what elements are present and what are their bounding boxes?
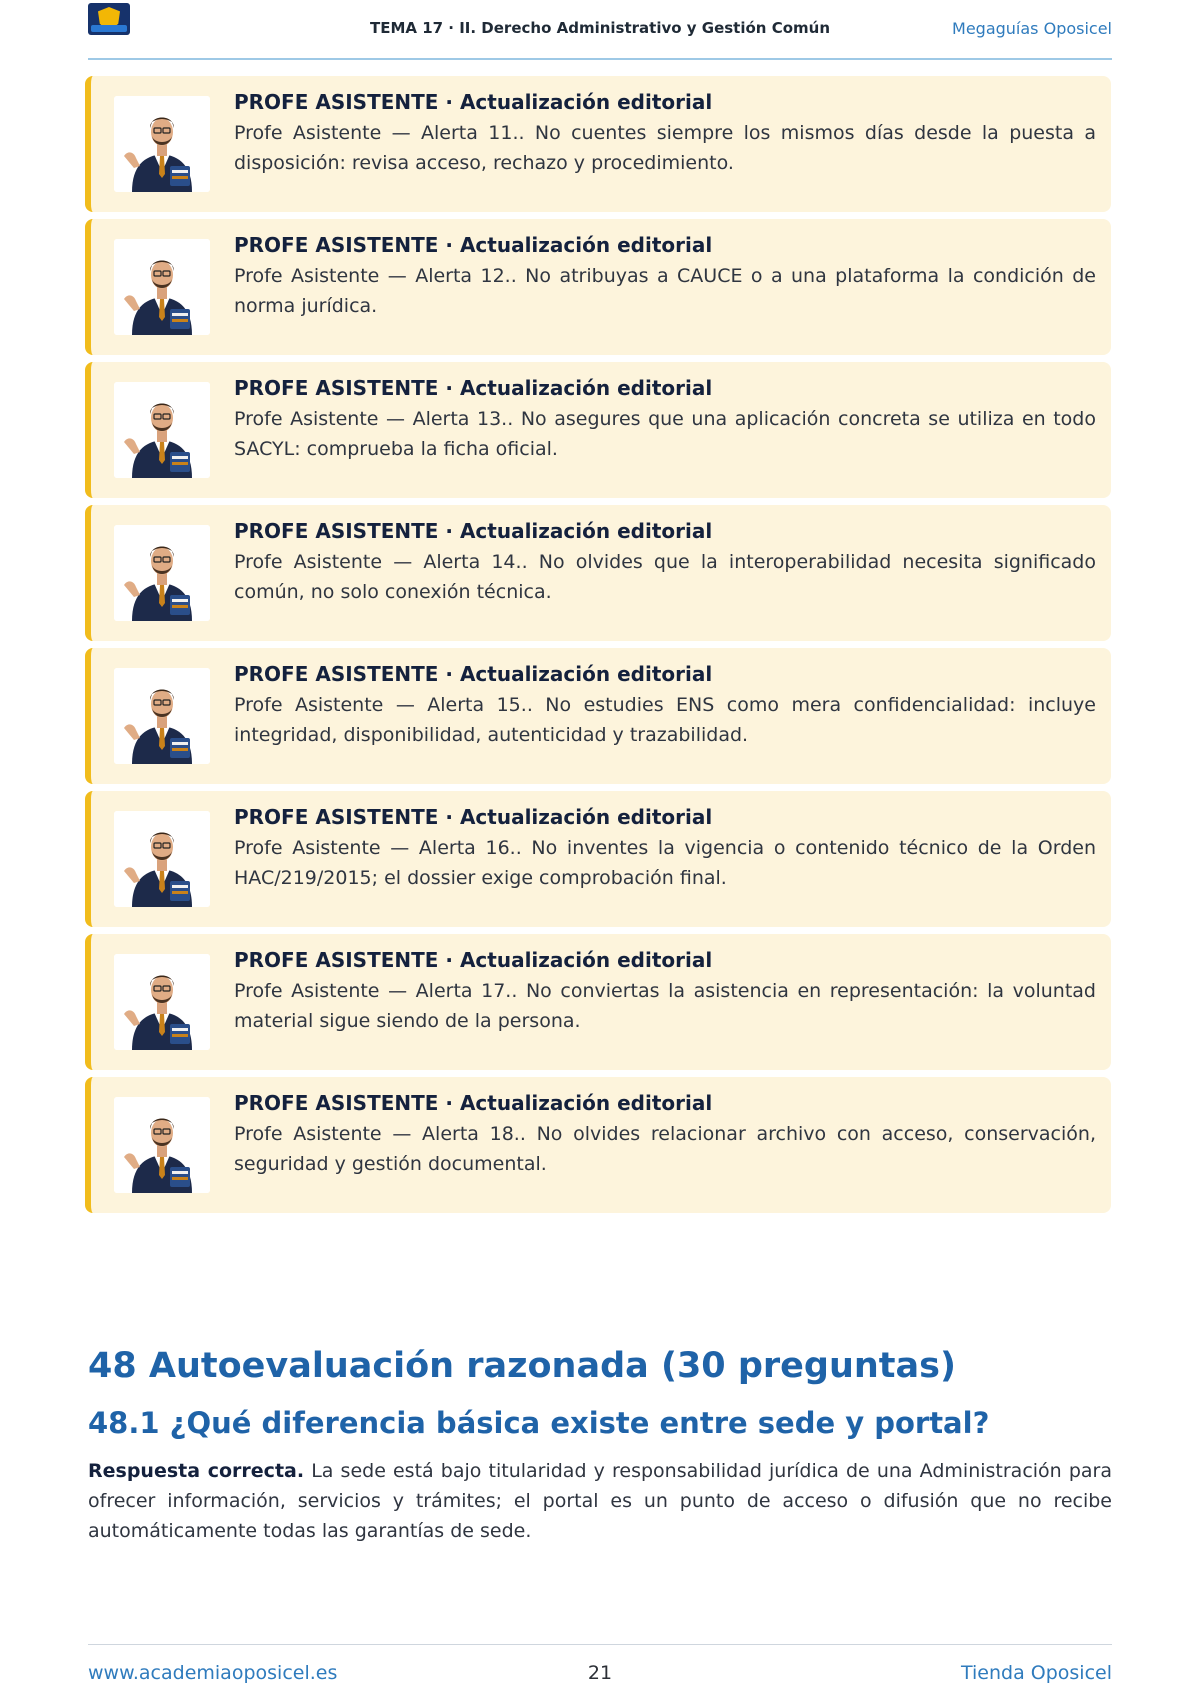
callout-text: Profe Asistente — Alerta 13.. No asegures que una aplicación concreta se utiliza en todo SACYL: comprueba la ficha oficial. [234, 408, 1096, 460]
callout-text: Profe Asistente — Alerta 11.. No cuentes siempre los mismos días desde la puesta a disposición: revisa acceso, rechazo y procedimiento. [234, 122, 1096, 174]
callout-title: PROFE ASISTENTE · Actualización editorial [234, 233, 713, 257]
callout-box [85, 362, 1111, 498]
answer-paragraph [88, 1456, 1112, 1546]
teacher-avatar-image [114, 96, 210, 192]
teacher-avatar-image [114, 668, 210, 764]
answer-label: Respuesta correcta. [88, 1460, 305, 1482]
teacher-avatar-image [114, 382, 210, 478]
teacher-avatar-image [114, 1097, 210, 1193]
callout-box [85, 648, 1111, 784]
callout-text: Profe Asistente — Alerta 14.. No olvides que la interoperabilidad necesita significado común, no solo conexión técnica. [234, 551, 1096, 603]
callout-box [85, 791, 1111, 927]
teacher-avatar-image [114, 525, 210, 621]
callout-box [85, 934, 1111, 1070]
page-footer [88, 1644, 1112, 1697]
callout-title: PROFE ASISTENTE · Actualización editorial [234, 948, 713, 972]
callout-text: Profe Asistente — Alerta 17.. No conviertas la asistencia en representación: la voluntad material sigue siendo de la persona. [234, 980, 1096, 1032]
callout-box [85, 505, 1111, 641]
callout-title: PROFE ASISTENTE · Actualización editorial [234, 662, 713, 686]
store-link[interactable]: Tienda Oposicel [960, 1662, 1112, 1684]
question-heading: 48.1 ¿Qué diferencia básica existe entre sede y portal? [88, 1406, 990, 1440]
teacher-avatar-image [114, 954, 210, 1050]
header-brand: Megaguías Oposicel [952, 19, 1112, 38]
callout-title: PROFE ASISTENTE · Actualización editorial [234, 805, 713, 829]
page-header [88, 0, 1112, 60]
callout-text: Profe Asistente — Alerta 12.. No atribuyas a CAUCE o a una plataforma la condición de norma jurídica. [234, 265, 1096, 317]
website-link[interactable]: www.academiaoposicel.es [88, 1662, 338, 1684]
callout-box [85, 1077, 1111, 1213]
callout-text: Profe Asistente — Alerta 15.. No estudies ENS como mera confidencialidad: incluye integridad, disponibilidad, autenticidad y trazabilidad. [234, 694, 1096, 746]
callout-title: PROFE ASISTENTE · Actualización editorial [234, 1091, 713, 1115]
teacher-avatar-image [114, 811, 210, 907]
teacher-avatar-image [114, 239, 210, 335]
callout-title: PROFE ASISTENTE · Actualización editorial [234, 376, 713, 400]
callout-title: PROFE ASISTENTE · Actualización editorial [234, 519, 713, 543]
callout-title: PROFE ASISTENTE · Actualización editorial [234, 90, 713, 114]
callout-box [85, 219, 1111, 355]
callout-box [85, 76, 1111, 212]
answer-text: La sede está bajo titularidad y responsabilidad jurídica de una Administración para ofrecer información, servicios y trámites; el portal es un punto de acceso o difusión que no recibe automáticamente todas las garantías de sede. [88, 1460, 1112, 1542]
header-title: TEMA 17 · II. Derecho Administrativo y Gestión Común [369, 19, 831, 37]
page-number: 21 [587, 1662, 613, 1684]
callout-text: Profe Asistente — Alerta 16.. No inventes la vigencia o contenido técnico de la Orden HAC/219/2015; el dossier exige comprobación final. [234, 837, 1096, 889]
section-heading: 48 Autoevaluación razonada (30 preguntas) [88, 1346, 956, 1386]
callout-text: Profe Asistente — Alerta 18.. No olvides relacionar archivo con acceso, conservación, seguridad y gestión documental. [234, 1123, 1096, 1175]
